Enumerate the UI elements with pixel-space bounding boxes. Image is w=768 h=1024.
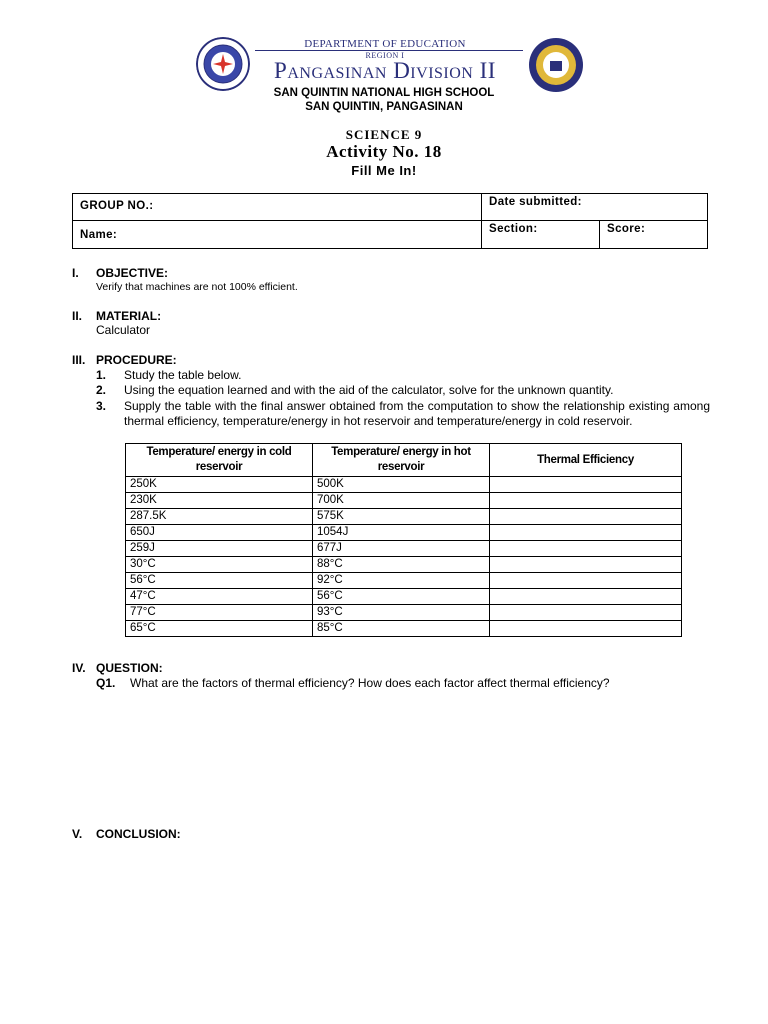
column-header: Temperature/ energy in cold reservoir [126,444,313,477]
efficiency-cell[interactable] [490,621,682,637]
school-name: SAN QUINTIN NATIONAL HIGH SCHOOL [273,87,495,99]
date-submitted-label: Date submitted: [489,196,582,208]
table-row [126,621,682,637]
cold-reservoir-cell: 77°C [126,605,313,621]
table-row [126,509,682,525]
column-header: Temperature/ energy in hot reservoir [313,444,490,477]
department-name: DEPARTMENT OF EDUCATION [304,38,466,50]
name-field[interactable] [73,221,482,249]
objective-heading: OBJECTIVE: [96,266,169,280]
hot-reservoir-cell: 700K [313,493,490,509]
step-number: 1. [96,368,107,382]
objective-text: Verify that machines are not 100% efficient. [96,281,298,293]
question-heading: QUESTION: [96,661,163,675]
column-header: Thermal Efficiency [490,444,682,477]
student-info-table [72,193,708,249]
hot-reservoir-cell: 677J [313,541,490,557]
name-label: Name: [80,229,118,241]
efficiency-cell[interactable] [490,541,682,557]
material-text: Calculator [96,323,151,337]
score-field[interactable] [600,221,708,249]
section-field[interactable] [482,221,600,249]
division-seal-logo [528,37,584,93]
division-name: Pangasinan Division II [274,58,496,83]
step-number: 3. [96,399,107,413]
section-label: Section: [489,223,538,235]
objective-number: I. [72,266,79,280]
cold-reservoir-cell: 30°C [126,557,313,573]
school-address: SAN QUINTIN, PANGASINAN [305,101,463,113]
hot-reservoir-cell: 56°C [313,589,490,605]
step-number: 2. [96,383,107,397]
step-text: Supply the table with the final answer obtained from the computation to show the relationship existing among thermal efficiency, temperature/energy in hot reservoir and temperature/energy in cold reservoir. [124,399,710,428]
cold-reservoir-cell: 259J [126,541,313,557]
efficiency-cell[interactable] [490,525,682,541]
hot-reservoir-cell: 85°C [313,621,490,637]
material-heading: MATERIAL: [96,309,162,323]
step-text: Using the equation learned and with the aid of the calculator, solve for the unknown quantity. [124,383,614,397]
group-no-field[interactable] [73,194,482,221]
table-row [126,605,682,621]
hot-reservoir-cell: 93°C [313,605,490,621]
cold-reservoir-cell: 230K [126,493,313,509]
hot-reservoir-cell: 500K [313,477,490,493]
table-row [126,525,682,541]
hot-reservoir-cell: 1054J [313,525,490,541]
q1-answer-area[interactable] [96,695,708,815]
material-number: II. [72,309,83,323]
cold-reservoir-cell: 47°C [126,589,313,605]
hot-reservoir-cell: 575K [313,509,490,525]
activity-number: Activity No. 18 [326,142,442,161]
cold-reservoir-cell: 650J [126,525,313,541]
table-row [126,589,682,605]
efficiency-cell[interactable] [490,605,682,621]
region-name: REGION I [365,51,405,60]
cold-reservoir-cell: 56°C [126,573,313,589]
efficiency-cell[interactable] [490,589,682,605]
hot-reservoir-cell: 92°C [313,573,490,589]
thermal-efficiency-table [125,443,682,637]
subject-title: SCIENCE 9 [345,127,423,142]
procedure-heading: PROCEDURE: [96,353,177,367]
conclusion-answer-area[interactable] [96,846,708,996]
date-submitted-field[interactable] [482,194,708,221]
table-row [126,477,682,493]
cold-reservoir-cell: 65°C [126,621,313,637]
efficiency-cell[interactable] [490,493,682,509]
activity-title: Fill Me In! [351,163,417,178]
efficiency-cell[interactable] [490,557,682,573]
conclusion-number: V. [72,827,83,841]
efficiency-cell[interactable] [490,573,682,589]
procedure-number: III. [72,353,86,367]
step-text: Study the table below. [124,368,242,382]
q1-text: What are the factors of thermal efficiency? How does each factor affect thermal efficiency? [130,676,610,690]
score-label: Score: [607,223,646,235]
cold-reservoir-cell: 250K [126,477,313,493]
cold-reservoir-cell: 287.5K [126,509,313,525]
q1-label: Q1. [96,676,116,690]
efficiency-cell[interactable] [490,509,682,525]
table-row [126,493,682,509]
efficiency-cell[interactable] [490,477,682,493]
hot-reservoir-cell: 88°C [313,557,490,573]
table-row [126,557,682,573]
group-no-label: GROUP NO.: [80,200,154,212]
conclusion-heading: CONCLUSION: [96,827,181,841]
table-row [126,573,682,589]
table-row [126,541,682,557]
question-number: IV. [72,661,86,675]
